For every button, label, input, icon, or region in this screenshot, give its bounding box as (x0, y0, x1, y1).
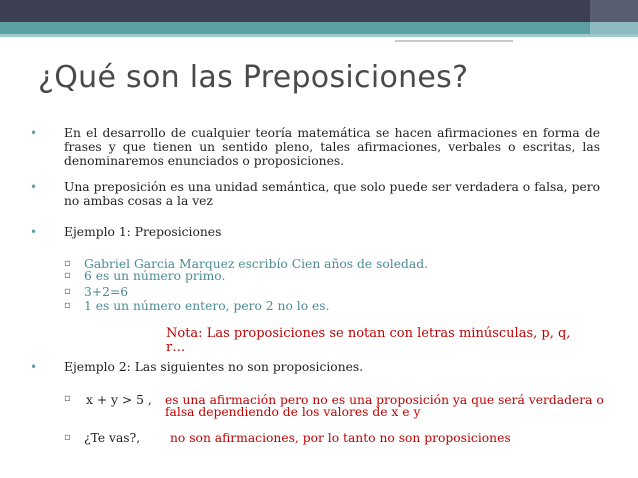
example2-item-1-expression: x + y > 5 , (86, 393, 152, 407)
bullet-marker: • (30, 225, 38, 239)
example2-item-1-explanation-line2: falsa dependiendo de los valores de x e y (165, 405, 421, 419)
bullet-text-1: En el desarrollo de cualquier teoría matemática se hacen afirmaciones en forma de frases y que tienen un sentido pleno, tales afirmaciones, verbales o escritas, las denominaremos enunciados o proposiciones. (64, 126, 600, 168)
bullet-text-4: Ejemplo 2: Las siguientes no son proposiciones. (64, 360, 364, 374)
sub-bullet-marker: ▫ (64, 270, 71, 281)
slide-title: ¿Qué son las Preposiciones? (38, 60, 469, 95)
sub-bullet-marker: ▫ (64, 300, 71, 311)
sub-bullet-marker: ▫ (64, 258, 71, 269)
sub-bullet-marker: ▫ (64, 286, 71, 297)
bullet-marker: • (30, 126, 38, 140)
sub-bullet-marker: ▫ (64, 432, 71, 443)
bullet-marker: • (30, 360, 38, 374)
note-text: Nota: Las proposiciones se notan con letras minúsculas, p, q, r… (166, 326, 571, 355)
bullet-text-3: Ejemplo 1: Preposiciones (64, 225, 222, 239)
bullet-text-2: Una preposición es una unidad semántica, que solo puede ser verdadera o falsa, pero no ambas cosas a la vez (64, 180, 600, 208)
example1-item-4: 1 es un número entero, pero 2 no lo es. (84, 299, 330, 313)
example2-item-2-explanation: no son afirmaciones, por lo tanto no son proposiciones (170, 431, 511, 445)
example2-item-2-expression: ¿Te vas?, (84, 431, 141, 445)
sub-bullet-marker: ▫ (64, 393, 71, 404)
example1-item-2: 6 es un número primo. (84, 269, 226, 283)
example2-item-1-explanation-line1: es una afirmación pero no es una proposición ya que será verdadera o (165, 393, 604, 407)
bullet-marker: • (30, 180, 38, 194)
example1-item-1: Gabriel Garcia Marquez escribío Cien años de soledad. (84, 257, 428, 271)
example1-item-3: 3+2=6 (84, 285, 129, 299)
